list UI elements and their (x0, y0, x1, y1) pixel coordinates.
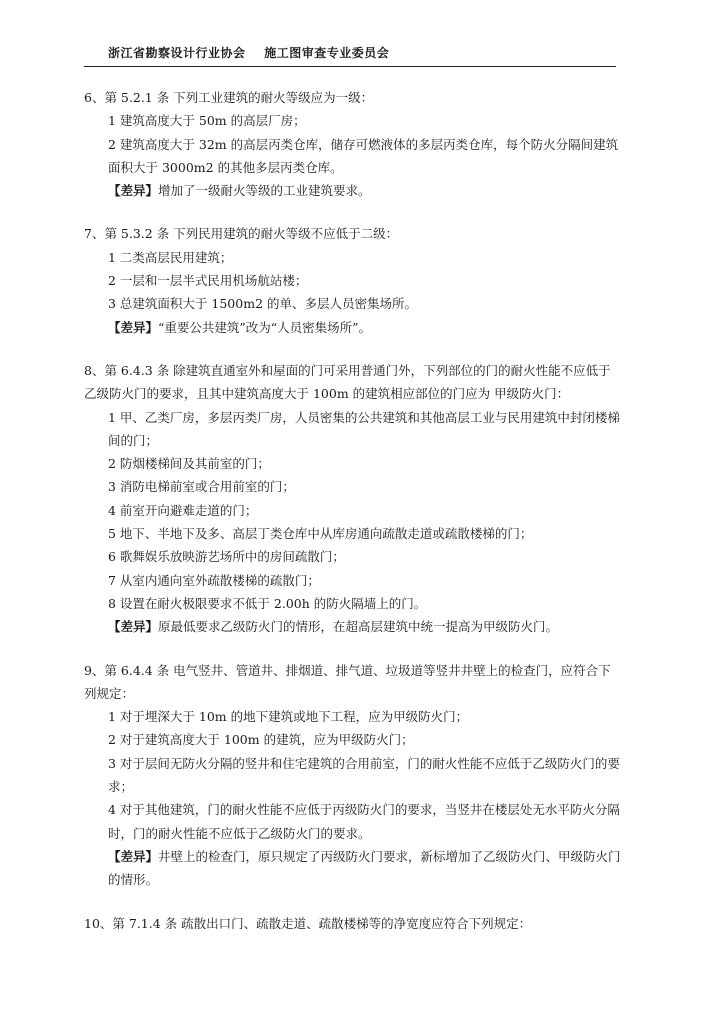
difference-text: 井壁上的检查门，原只规定了丙级防火门要求，新标增加了乙级防火门、甲级防火门的情形。 (108, 848, 621, 888)
clause-line: 4 前室开向避难走道的门； (108, 502, 258, 518)
clause-line: 4 对于其他建筑，门的耐火性能不应低于丙级防火门的要求，当竖井在楼层处无水平防火分隔时，门的耐火性能不应低于乙级防火门的要求。 (108, 802, 620, 841)
clause-line: 1 二类高层民用建筑； (108, 249, 233, 265)
clause-line: 3 总建筑面积大于 1500m2 的单、多层人员密集场所。 (108, 296, 417, 312)
document-body (84, 86, 622, 955)
difference-text: “重要公共建筑”改为“人员密集场所”。 (158, 319, 372, 335)
clause-heading: 8、第 6.4.3 条 除建筑直通室外和屋面的门可采用普通门外，下列部位的门的耐火性能不应低于乙级防火门的要求，且其中建筑高度大于 100m 的建筑相应部位的门应为 甲级防火门： (84, 362, 611, 402)
clause-line: 3 对于层间无防火分隔的竖井和住宅建筑的合用前室，门的耐火性能不应低于乙级防火门的要求； (108, 755, 620, 795)
clause-item (84, 659, 622, 892)
clause-line: 3 消防电梯前室或合用前室的门； (108, 479, 295, 495)
difference-tag: 【差异】 (108, 848, 159, 864)
header-rule (84, 66, 616, 67)
clause-line: 2 建筑高度大于 32m 的高层丙类仓库，储存可燃液体的多层丙类仓库，每个防火分隔间建筑面积大于 3000m2 的其他多层丙类仓库。 (108, 136, 619, 175)
difference-tag: 【差异】 (108, 619, 159, 635)
clause-line: 1 甲、乙类厂房，多层丙类厂房，人员密集的公共建筑和其他高层工业与民用建筑中封闭楼梯间的门； (108, 409, 620, 448)
difference-note (84, 179, 622, 202)
difference-note (84, 845, 622, 892)
difference-text: 原最低要求乙级防火门的情形，在超高层建筑中统一提高为甲级防火门。 (158, 619, 559, 635)
difference-tag: 【差异】 (108, 183, 159, 199)
clause-heading: 9、第 6.4.4 条 电气竖井、管道井、排烟道、排气道、垃圾道等竖井井壁上的检查门，应符合下列规定： (84, 662, 611, 701)
clause-line: 2 对于建筑高度大于 100m 的建筑，应为甲级防火门； (108, 732, 414, 748)
clause-line: 8 设置在耐火极限要求不低于 2.00h 的防火隔墙上的门。 (108, 595, 427, 611)
clause-line: 5 地下、半地下及多、高层丁类仓库中从库房通向疏散走道或疏散楼梯的门； (108, 526, 533, 542)
difference-text: 增加了一级耐火等级的工业建筑要求。 (158, 183, 371, 199)
clause-item (84, 86, 622, 202)
page-header (84, 44, 616, 61)
difference-tag: 【差异】 (108, 319, 159, 335)
difference-note (84, 615, 622, 638)
difference-note (84, 316, 622, 339)
clause-item (84, 359, 622, 639)
clause-item (84, 912, 622, 935)
clause-line: 2 一层和一层半式民用机场航站楼； (108, 273, 308, 289)
clause-line: 7 从室内通向室外疏散楼梯的疏散门； (108, 572, 320, 588)
clause-heading: 6、第 5.2.1 条 下列工业建筑的耐火等级应为一级： (84, 90, 374, 105)
header-committee: 施工图审查专业委员会 (264, 46, 390, 60)
clause-heading: 7、第 5.3.2 条 下列民用建筑的耐火等级不应低于二级： (84, 226, 399, 242)
clause-line: 6 歌舞娱乐放映游艺场所中的房间疏散门； (108, 549, 345, 565)
clause-heading: 10、第 7.1.4 条 疏散出口门、疏散走道、疏散楼梯等的净宽度应符合下列规定： (84, 915, 532, 931)
clause-item (84, 222, 622, 338)
clause-line: 1 建筑高度大于 50m 的高层厂房； (108, 113, 306, 129)
header-org: 浙江省勘察设计行业协会 (108, 46, 246, 60)
clause-line: 2 防烟楼梯间及其前室的门； (108, 456, 270, 472)
clause-line: 1 对于埋深大于 10m 的地下建筑或地下工程，应为甲级防火门； (108, 709, 469, 725)
